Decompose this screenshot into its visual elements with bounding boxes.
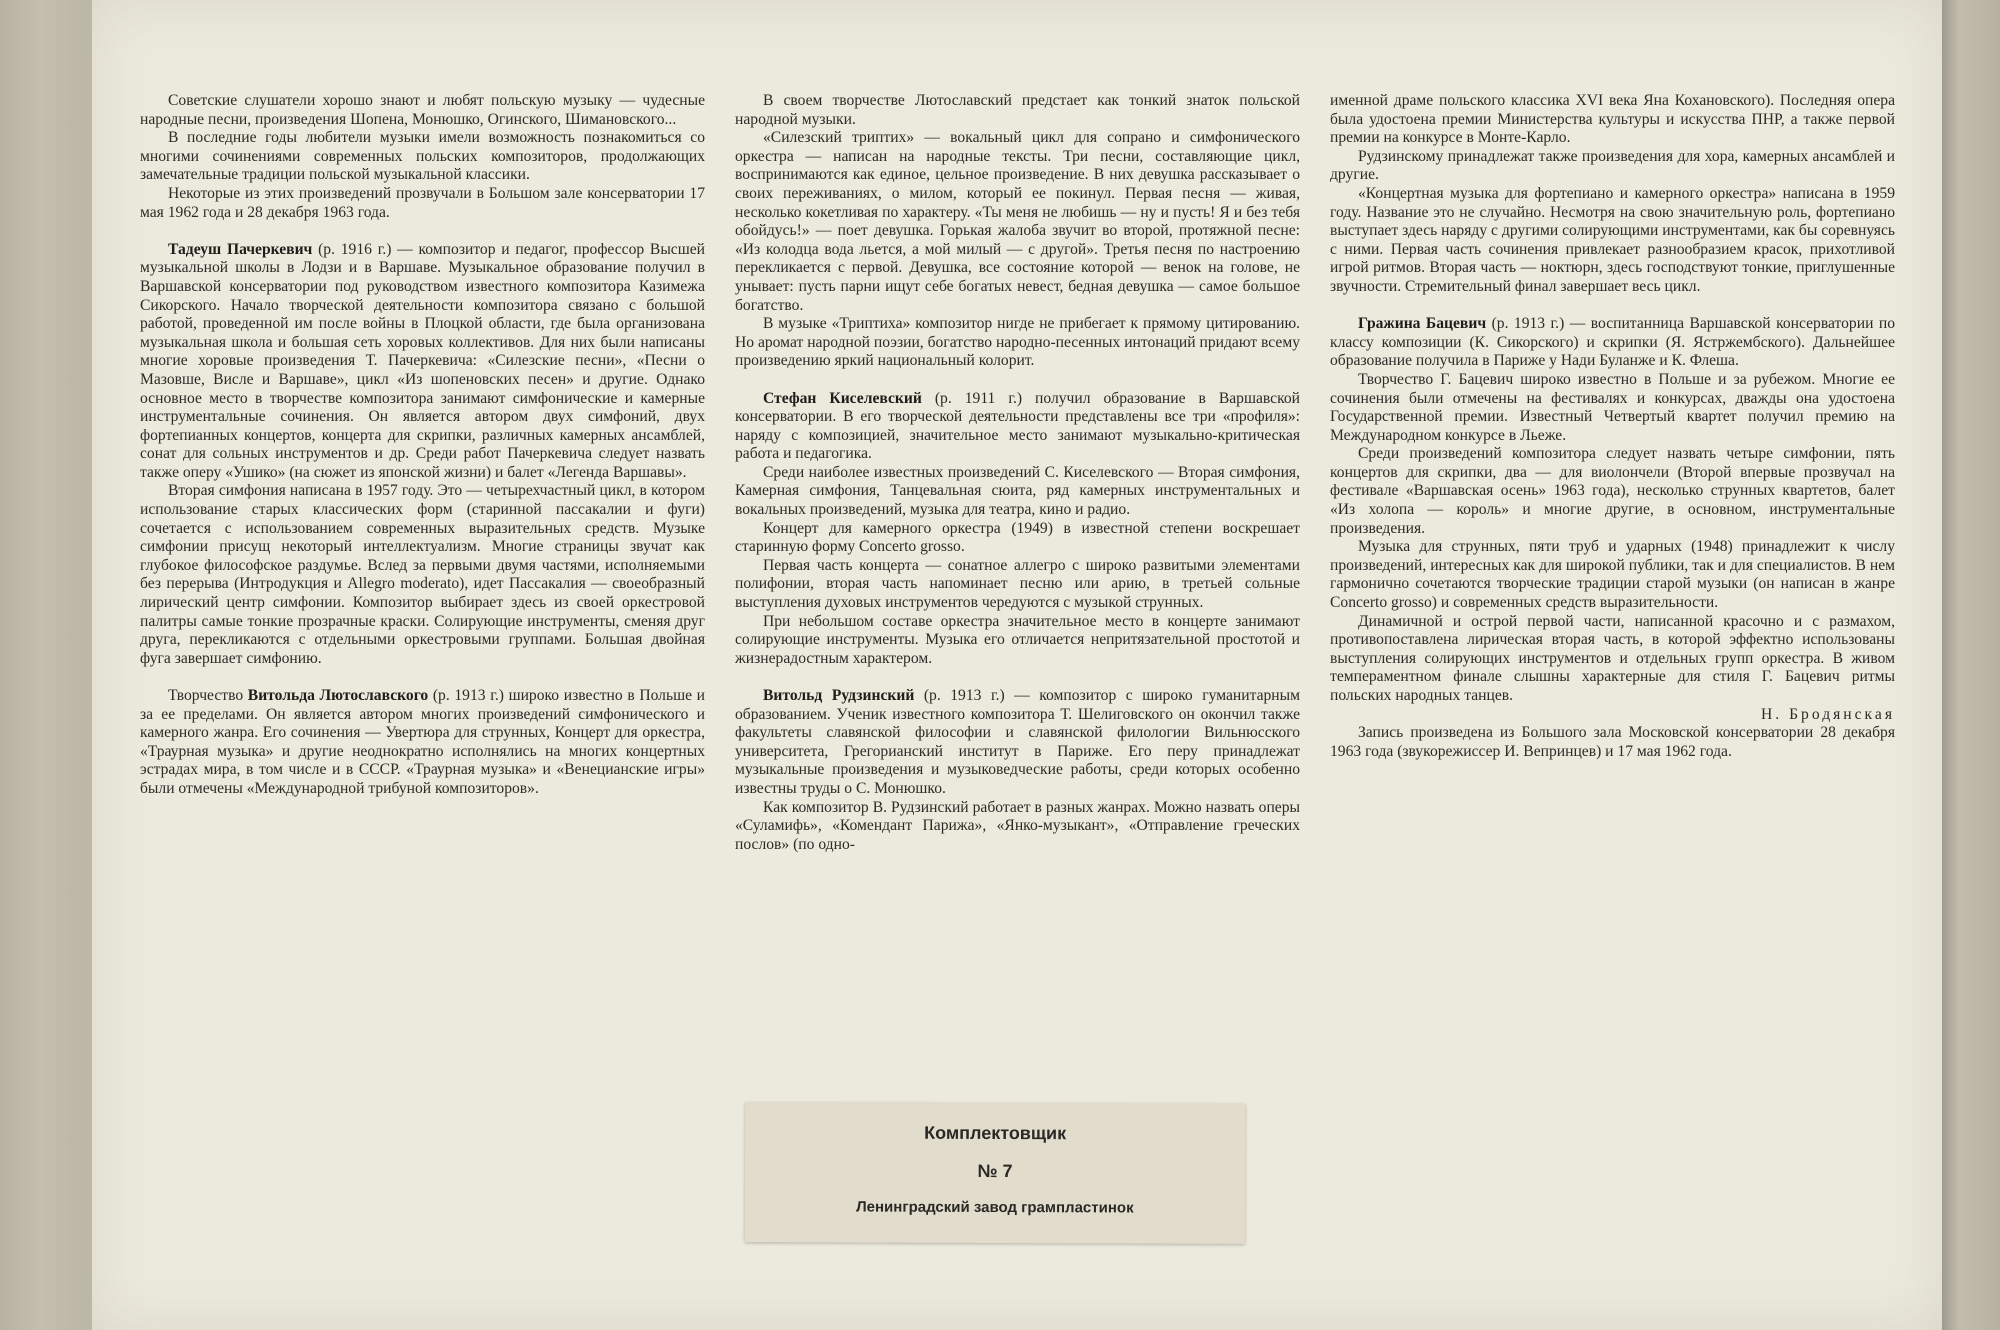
- paragraph: Музыка для струнных, пяти труб и ударных (1948) принадлежит к числу произведений, интересных как для широкой публики, так и для специалистов. В нем гармонично сочетаются творческие традиции старой музыки (он написан в жанре Concerto grosso) и современных средств выразительности.: [1330, 538, 1895, 612]
- paragraph: В последние годы любители музыки имели возможность познакомиться со многими сочинениями современных польских композиторов, продолжающих замечательные традиции польской музыкальной классики.: [140, 129, 705, 184]
- paragraph-bacewicz: [1330, 315, 1895, 371]
- composer-name: Стефан Киселевский: [763, 389, 922, 407]
- paragraph: Первая часть концерта — сонатное аллегро с широко развитыми элементами полифонии, вторая часть напоминает песню или арию, в третьей сольные выступления духовых инструментов чередуются с музыкой струнных.: [735, 556, 1300, 612]
- paragraph: Советские слушатели хорошо знают и любят польскую музыку — чудесные народные песни, произведения Шопена, Монюшко, Огинского, Шимановского...: [140, 92, 705, 128]
- paragraph: Концерт для камерного оркестра (1949) в известной степени воскрешает старинную форму Concerto grosso.: [735, 519, 1300, 556]
- paragraph-lutoslawski: [140, 687, 705, 799]
- paragraph: Рудзинскому принадлежат также произведения для хора, камерных ансамблей и другие.: [1330, 147, 1895, 184]
- paragraph-text: (р. 1913 г.) — воспитанница Варшавской консерватории по классу композиции (К. Сикорского) и скрипки (Я. Ястржембского). Дальнейшее образование получила в Париже у Нади Буланже и К. Флеша.: [1330, 315, 1895, 370]
- label-number: № 7: [977, 1160, 1013, 1182]
- paragraph-text: (р. 1911 г.) получил образование в Варшавской консерватории. В его творческой деятельности представлены все три «профиля»: наряду с композицией, значительное место занимают музыкально-критическая работа и педагогика.: [735, 389, 1301, 463]
- paragraph-text: (р. 1916 г.) — композитор и педагог, профессор Высшей музыкальной школы в Лодзи и в Варшаве. Музыкальное образование получил в Варшавской консерватории под руководством известного композитора Казимежа Сикорского. Начало творческой деятельности композитора связано с большой работой, проведенной им после войны в Плоцкой области, где была организована музыкальная школа и большая сеть хоровых коллективов. Для них были написаны многие хоровые произведения Т. Пачеркевича: «Силезские песни», «Песни о Мазовше, Висле и Варшаве», цикл «Из шопеновских песен» и другие. Однако основное место в творчестве композитора занимают симфонические и камерные инструментальные сочинения. Он является автором двух симфоний, двух фортепианных концертов, концерта для скрипки, различных камерных ансамблей, сонат для сольных инструментов и др. Среди работ Пачеркевича следует назвать также оперу «Ушико» (на сюжет из японской жизни) и балет «Легенда Варшавы».: [140, 240, 705, 481]
- paragraph-lead: Творчество: [168, 687, 248, 704]
- text-column-3: [1330, 92, 1895, 761]
- packer-label: [745, 1102, 1245, 1244]
- paragraph: Вторая симфония написана в 1957 году. Это — четырехчастный цикл, в котором использование старых классических форм (старинной пассакалии и фуги) сочетается с использованием современных выразительных средств. Музыке симфонии присущ некоторый интеллектуализм. Многие страницы звучат как глубокое философское раздумье. Вслед за первыми двумя частями, исполняемыми без перерыва (Интродукция и Allegro moderato), идет Пассакалия — своеобразный лирический центр симфонии. Композитор выбирает здесь из своей оркестровой палитры самые тонкие прозрачные краски. Солирующие инструменты, сменяя друг друга, перекликаются с отдельными оркестровыми группами. Большая двойная фуга завершает симфонию.: [140, 482, 705, 667]
- paragraph-text: (р. 1913 г.) широко известно в Польше и за ее пределами. Он является автором многих произведений симфонического и камерного жанра. Его сочинения — Увертюра для струнных, Концерт для оркестра, «Траурная музыка» и другие неоднократно исполнялись на многих концертных эстрадах мира, в том числе и в СССР. «Траурная музыка» и «Венецианские игры» были отмечены «Международной трибуной композиторов».: [140, 687, 705, 797]
- label-title: Комплектовщик: [924, 1122, 1067, 1144]
- composer-name: Витольда Лютославского: [247, 687, 429, 704]
- paragraph: «Силезский триптих» — вокальный цикл для сопрано и симфонического оркестра — написан на народные тексты. Три песни, составляющие цикл, воспринимаются как единое, цельное произведение. В них девушка рассказывает о своих переживаниях, о милом, который ее покинул. Первая песня — живая, несколько кокетливая по характеру. «Ты меня не любишь — ну и пусть! Я и без тебя обойдусь!» — поет девушка. Горькая жалоба звучит во второй, протяжной песне: «Из колодца вода льется, а мой милый — с другой». Третья песня по настроению перекликается с первой. Девушка, все состояние которой — венок на голове, не унывает: пусть парни ищут себе богатых невест, бедная девушка — самое большое богатство.: [735, 129, 1300, 314]
- paragraph-rudzinski: [735, 687, 1300, 799]
- paragraph: В своем творчестве Лютославский предстает как тонкий знаток польской народной музыки.: [735, 92, 1300, 128]
- composer-name: Витольд Рудзинский: [763, 687, 915, 704]
- paragraph: Среди наиболее известных произведений С. Киселевского — Вторая симфония, Камерная симфония, Танцевальная сюита, ряд камерных инструментальных и вокальных произведений, музыка для театра, кино и радио.: [735, 463, 1300, 519]
- paragraph: «Концертная музыка для фортепиано и камерного оркестра» написана в 1959 году. Название это не случайно. Несмотря на свою значительную роль, фортепиано выступает здесь наряду с другими солирующими инструментами, как бы соревнуясь с ними. Первая часть сочинения привлекает разнообразием красок, прихотливой игрой ритмов. Вторая часть — ноктюрн, здесь господствуют тонкие, приглушенные звучности. Стремительный финал завершает весь цикл.: [1330, 184, 1895, 295]
- text-column-2: [735, 92, 1300, 854]
- paragraph-kiselewski: [735, 390, 1300, 464]
- paragraph: Динамичной и острой первой части, написанной красочно и с размахом, противопоставлена лирическая вторая часть, в которой эффектно использованы выступления солирующих инструментов и отдельных групп оркестра. В живом темпераментном финале слышны характерные для стиля Г. Бацевич ритмы польских народных танцев.: [1330, 612, 1895, 704]
- author-signature: Н. Бродянская: [1761, 705, 1895, 723]
- paragraph: При небольшом составе оркестра значительное место в концерте занимают солирующие инструменты. Музыка его отличается непритязательной простотой и жизнерадостным характером.: [735, 612, 1300, 667]
- label-factory: Ленинградский завод грампластинок: [856, 1198, 1134, 1217]
- composer-name: Тадеуш Пачеркевич: [168, 240, 313, 258]
- paragraph: Среди произведений композитора следует назвать четыре симфонии, пять концертов для скрипки, два — для виолончели (Второй впервые прозвучал на фестивале «Варшавская осень» 1963 года), несколько струнных квартетов, балет «Из холопа — король» и многие другие, в основном, инструментальные произведения.: [1330, 445, 1895, 537]
- composer-name: Гражина Бацевич: [1358, 315, 1487, 333]
- paragraph: В музыке «Триптиха» композитор нигде не прибегает к прямому цитированию. Но аромат народной поэзии, богатство народно-песенных интонаций придают всему произведению яркий национальный колорит.: [735, 315, 1300, 370]
- paragraph-pacherkevich: [140, 241, 705, 483]
- text-column-1: [140, 92, 705, 799]
- recording-note: Запись произведена из Большого зала Московской консерватории 28 декабря 1963 года (звукорежиссер И. Вепринцев) и 17 мая 1962 года.: [1330, 724, 1895, 760]
- paragraph: Некоторые из этих произведений прозвучали в Большом зале консерватории 17 мая 1962 года и 28 декабря 1963 года.: [140, 184, 705, 221]
- paragraph: Как композитор В. Рудзинский работает в разных жанрах. Можно назвать оперы «Суламифь», «Комендант Парижа», «Янко-музыкант», «Отправление греческих послов» (по одно-: [735, 798, 1300, 853]
- paragraph: именной драме польского классика XVI века Яна Кохановского). Последняя опера была удостоена премии Министерства культуры и искусства ПНР, а также первой премии на конкурсе в Монте-Карло.: [1330, 92, 1895, 147]
- paragraph: Творчество Г. Бацевич широко известно в Польше и за рубежом. Многие ее сочинения были отмечены на фестивалях и конкурсах, дважды она удостоена Государственной премии. Известный Четвертый квартет получил премию на Международном конкурсе в Льеже.: [1330, 370, 1895, 444]
- sleeve-edge: [1942, 0, 2000, 1330]
- paragraph-text: (р. 1913 г.) — композитор с широко гуманитарным образованием. Ученик известного композитора Т. Шелиговского он окончил также факультеты славянской философии и славянской филологии Вильнюсского университета, Грегорианский институт в Париже. Его перу принадлежат музыкальные произведения и музыковедческие работы, среди которых особенно известны труды о С. Монюшко.: [735, 687, 1300, 797]
